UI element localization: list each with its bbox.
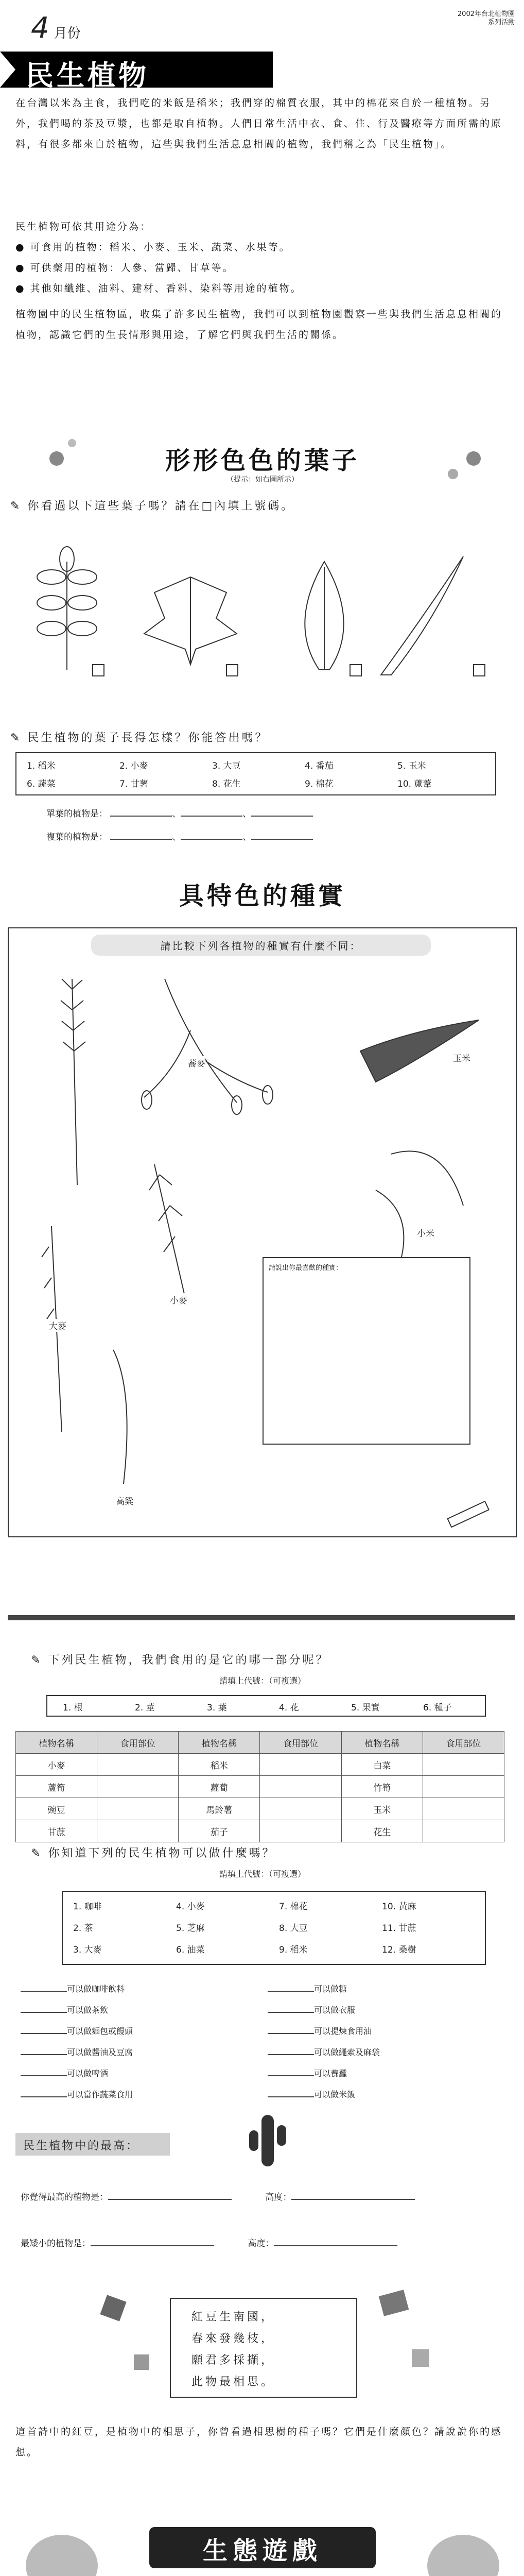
- shortest-row: 最矮小的植物是： 高度：: [21, 2236, 397, 2249]
- leaves-q1-text: 你看過以下這些葉子嗎？請在□內填上號碼。: [27, 500, 295, 513]
- wheat-ear-icon: [61, 979, 85, 1185]
- answer-cell[interactable]: [260, 1798, 341, 1820]
- answer-line[interactable]: [268, 2033, 314, 2034]
- plant-name: 白菜: [341, 1754, 423, 1776]
- answer-line[interactable]: [274, 2245, 397, 2246]
- uses-item: 可以做繩索及麻袋: [268, 2042, 510, 2063]
- answer-line[interactable]: [291, 2199, 415, 2200]
- seed-label-buckwheat: 蕎麥: [188, 1056, 205, 1069]
- option: 3. 葉: [207, 1703, 227, 1713]
- leaves-q2-text: 民生植物的葉子長得怎樣？你能答出嗎？: [27, 732, 269, 744]
- option: 3. 大麥: [73, 1945, 102, 1955]
- table-header: 食用部位: [423, 1732, 504, 1754]
- answer-line[interactable]: [21, 2012, 67, 2013]
- seed-label-corn: 玉米: [453, 1051, 470, 1064]
- option: 8. 花生: [212, 779, 241, 789]
- answer-line[interactable]: [268, 1991, 314, 1992]
- answer-cell[interactable]: [260, 1776, 341, 1798]
- pencil-icon: ✎: [10, 732, 28, 744]
- poem-line: 願君多採擷，: [191, 2354, 275, 2367]
- seed-label-barley: 大麥: [49, 1319, 66, 1332]
- answer-box: [350, 665, 361, 676]
- option: 4. 花: [279, 1703, 299, 1713]
- answer-line[interactable]: [268, 2096, 314, 2097]
- plant-name: 甘蔗: [16, 1820, 97, 1842]
- month-unit: 月份: [54, 26, 81, 41]
- option: 1. 根: [63, 1703, 83, 1713]
- series-name: 系列活動: [487, 19, 515, 26]
- title-arrow: [0, 52, 15, 88]
- plant-name: 花生: [341, 1820, 423, 1842]
- month-badge: [31, 11, 81, 45]
- grass-leaf-icon: [381, 556, 463, 675]
- uses-item: 可以做醬油及豆腐: [21, 2042, 257, 2063]
- answer-cell[interactable]: [423, 1820, 504, 1842]
- table-row: [16, 1776, 504, 1798]
- uses-q-text: 你知道下列的民生植物可以做什麼嗎？: [48, 1847, 276, 1860]
- intro-paragraph-2: 民生植物可依其用途分為：: [15, 221, 152, 232]
- answer-line[interactable]: [268, 2075, 314, 2076]
- leaf-illustrations: [21, 546, 504, 680]
- intro-item-3: ● 其他如纖維、油料、建材、香料、染料等用途的植物。: [15, 283, 302, 294]
- leaves-subtitle: （提示：如右圖所示）: [226, 476, 299, 484]
- option: 2. 小麥: [119, 761, 148, 771]
- edible-options-box: [46, 1695, 486, 1717]
- measure-title: 民生植物中的最高：: [23, 2140, 139, 2153]
- answer-box: [474, 665, 485, 676]
- compound-leaf-label: 複葉的植物是：: [46, 832, 108, 842]
- option: 12. 桑樹: [382, 1945, 416, 1955]
- uses-item: 可以做糖: [268, 1978, 510, 1999]
- answer-line[interactable]: [21, 2054, 67, 2055]
- intro-item-text: 可供藥用的植物：人參、當歸、甘草等。: [30, 262, 234, 274]
- leaves-options-box: [15, 752, 496, 795]
- poem-box: [170, 2298, 357, 2398]
- poem-line: 春來發幾枝，: [191, 2332, 275, 2345]
- answer-cell[interactable]: [423, 1776, 504, 1798]
- buckwheat-icon: [113, 1350, 127, 1484]
- uses-item: 可以養蠶: [268, 2063, 510, 2084]
- option: 9. 稻米: [279, 1945, 308, 1955]
- option: 10. 黃麻: [382, 1902, 416, 1912]
- uses-item: 可以做啤酒: [21, 2063, 257, 2084]
- oval-leaf-icon: [305, 562, 343, 670]
- option: 11. 甘蔗: [382, 1923, 416, 1934]
- series-info: [427, 10, 515, 27]
- pencil-icon: [443, 1494, 499, 1535]
- pencil-icon: ✎: [31, 1847, 48, 1860]
- answer-line[interactable]: [268, 2012, 314, 2013]
- edible-table: [15, 1731, 504, 1842]
- edible-sub: 請填上代號：（可複選）: [219, 1676, 306, 1686]
- answer-line[interactable]: [108, 2199, 232, 2200]
- answer-line[interactable]: [251, 816, 313, 817]
- intro-item-1: ● 可食用的植物：稻米、小麥、玉米、蔬菜、水果等。: [15, 242, 291, 253]
- uses-left-list: [21, 1978, 257, 2105]
- answer-line[interactable]: [181, 816, 242, 817]
- seeds-instruction: 請比較下列各植物的種實有什麼不同：: [91, 935, 431, 956]
- table-row: [16, 1820, 504, 1842]
- option: 9. 棉花: [305, 779, 334, 789]
- answer-cell[interactable]: [423, 1754, 504, 1776]
- plant-name: 豌豆: [16, 1798, 97, 1820]
- option: 1. 稻米: [27, 761, 56, 771]
- option: 4. 番茄: [305, 761, 334, 771]
- table-header: 食用部位: [97, 1732, 179, 1754]
- plant-name: 稻米: [179, 1754, 260, 1776]
- option: 7. 甘薯: [119, 779, 148, 789]
- poem-line: 此物最相思。: [191, 2376, 275, 2388]
- game-title: 生態遊戲: [202, 2536, 322, 2565]
- uses-right-list: [268, 1978, 510, 2105]
- option: 6. 種子: [423, 1703, 452, 1713]
- option: 10. 蘆葦: [397, 779, 432, 789]
- option: 7. 棉花: [279, 1902, 308, 1912]
- answer-line[interactable]: [21, 2075, 67, 2076]
- uses-question: [31, 1844, 504, 1860]
- plant-name: 玉米: [341, 1798, 423, 1820]
- answer-line[interactable]: [21, 1991, 67, 1992]
- uses-item: 可以做米飯: [268, 2084, 510, 2105]
- table-header: 植物名稱: [341, 1732, 423, 1754]
- seed-note-box[interactable]: [263, 1257, 470, 1445]
- option: 6. 蔬菜: [27, 779, 56, 789]
- option: 5. 果實: [351, 1703, 380, 1713]
- intro-paragraph-1: 在台灣以米為主食，我們吃的米飯是稻米；我們穿的棉質衣服，其中的棉花來自於一種植物。另外，我們喝的茶及豆漿，也都是取自植物。人們日常生活中衣、食、住、行及醫療等方面所需的原料，有很多都來自於植物，這些與我們生活息息相關的植物，我們稱之為「民生植物」。: [15, 97, 503, 150]
- answer-line[interactable]: [181, 839, 242, 840]
- divider-bar: [8, 1615, 515, 1620]
- answer-line[interactable]: [21, 2033, 67, 2034]
- plant-name: 蘆筍: [16, 1776, 97, 1798]
- answer-cell[interactable]: [260, 1820, 341, 1842]
- game-subtitle: [149, 2573, 376, 2576]
- seeds-title: 具特色的種實: [179, 882, 346, 910]
- answer-line[interactable]: [110, 839, 172, 840]
- page-title: 民生植物: [26, 59, 149, 92]
- uses-options-box: [62, 1891, 486, 1965]
- answer-cell[interactable]: [97, 1776, 179, 1798]
- edible-q-text: 下列民生植物，我們食用的是它的哪一部分呢？: [48, 1654, 329, 1667]
- option: 8. 大豆: [279, 1923, 308, 1934]
- option: 5. 芝麻: [176, 1923, 205, 1934]
- intro-item-text: 可食用的植物：稻米、小麥、玉米、蔬菜、水果等。: [30, 242, 291, 253]
- leaves-question-1: [10, 497, 504, 513]
- single-leaf-label: 單葉的植物是：: [46, 809, 108, 819]
- tallest-row: 你覺得最高的植物是： 高度：: [21, 2190, 415, 2202]
- plant-name: 小麥: [16, 1754, 97, 1776]
- intro-paragraph-3: 植物園中的民生植物區，收集了許多民生植物，我們可以到植物園觀察一些與我們生活息息相關的植物，認識它們的生長情形與用途，了解它們與我們生活的關係。: [15, 309, 503, 341]
- table-header: 植物名稱: [179, 1732, 260, 1754]
- leaves-question-2: [10, 729, 504, 745]
- answer-line[interactable]: [251, 839, 313, 840]
- option: 5. 玉米: [397, 761, 426, 771]
- answer-cell[interactable]: [260, 1754, 341, 1776]
- intro-item-2: ● 可供藥用的植物：人參、當歸、甘草等。: [15, 262, 234, 274]
- option: 4. 小麥: [176, 1902, 205, 1912]
- month-number: 4: [31, 11, 49, 45]
- answer-cell[interactable]: [97, 1754, 179, 1776]
- answer-line[interactable]: [91, 2245, 214, 2246]
- pencil-icon: ✎: [31, 1654, 48, 1667]
- table-header: 植物名稱: [16, 1732, 97, 1754]
- edible-question: [31, 1651, 504, 1667]
- answer-box: [226, 665, 238, 676]
- poem-question: 這首詩中的紅豆，是植物中的相思子，你曾看過相思樹的種子嗎？它們是什麼顏色？請說說你的感想。: [15, 2426, 503, 2458]
- answer-cell[interactable]: [423, 1798, 504, 1820]
- answer-line[interactable]: [21, 2096, 67, 2097]
- millet-icon: [376, 1151, 463, 1257]
- plant-name: 茄子: [179, 1820, 260, 1842]
- uses-item: 可以當作蔬菜食用: [21, 2084, 257, 2105]
- option: 2. 莖: [135, 1703, 155, 1713]
- plant-name: 蘿蔔: [179, 1776, 260, 1798]
- table-header: 食用部位: [260, 1732, 341, 1754]
- seed-note-title: 請說出你最喜歡的種實：: [269, 1264, 343, 1272]
- uses-item: 可以提煉食用油: [268, 2021, 510, 2042]
- answer-line[interactable]: [268, 2054, 314, 2055]
- answer-box: [93, 665, 104, 676]
- oat-icon: [142, 979, 273, 1114]
- option: 3. 大豆: [212, 761, 241, 771]
- series-year: 2002年台北植物園: [457, 10, 515, 18]
- cactus-icon: [242, 2105, 293, 2172]
- lobed-leaf-icon: [144, 577, 237, 665]
- answer-cell[interactable]: [97, 1798, 179, 1820]
- poem-line: 紅豆生南國，: [191, 2311, 275, 2324]
- pencil-icon: ✎: [10, 500, 28, 513]
- table-row: [16, 1798, 504, 1820]
- intro-item-text: 其他如纖維、油料、建材、香料、染料等用途的植物。: [30, 283, 302, 294]
- seed-label-wheat: 小麥: [170, 1293, 187, 1306]
- seed-label-millet: 小米: [417, 1226, 434, 1239]
- uses-item: 可以做衣服: [268, 1999, 510, 2021]
- option: 6. 油菜: [176, 1945, 205, 1955]
- uses-item: 可以做麵包或饅頭: [21, 2021, 257, 2042]
- answer-cell[interactable]: [97, 1820, 179, 1842]
- uses-item: 可以做茶飲: [21, 1999, 257, 2021]
- compound-leaf-answer: 複葉的植物是： 、 、: [46, 829, 313, 842]
- compound-leaf-icon: [37, 547, 97, 670]
- plant-name: 竹筍: [341, 1776, 423, 1798]
- answer-line[interactable]: [110, 816, 172, 817]
- single-leaf-answer: 單葉的植物是： 、 、: [46, 806, 313, 819]
- uses-sub: 請填上代號：（可複選）: [219, 1869, 306, 1879]
- plant-name: 馬鈴薯: [179, 1798, 260, 1820]
- option: 2. 茶: [73, 1923, 93, 1934]
- seed-label-sorghum: 高粱: [116, 1494, 133, 1507]
- option: 1. 咖啡: [73, 1902, 102, 1912]
- uses-item: 可以做咖啡飲料: [21, 1978, 257, 1999]
- table-row: [16, 1754, 504, 1776]
- table-header-row: [16, 1732, 504, 1754]
- sorghum-icon: [149, 1164, 185, 1298]
- leaves-title: 形形色色的葉子: [165, 446, 360, 475]
